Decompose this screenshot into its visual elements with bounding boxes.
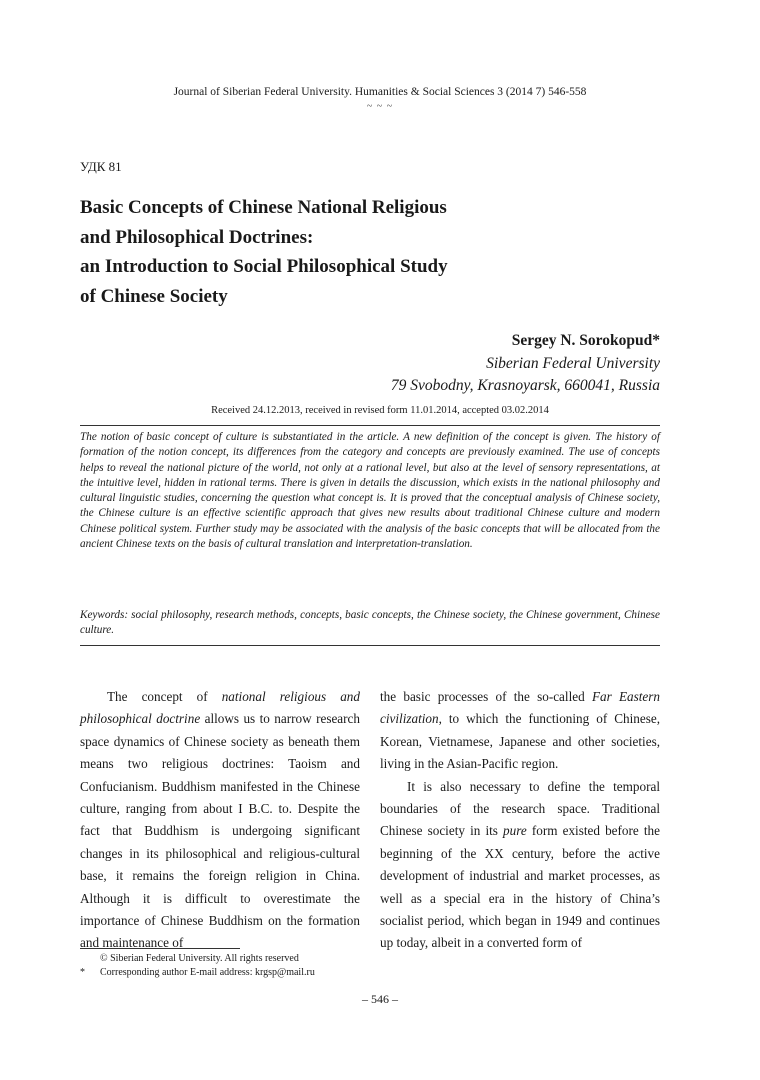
journal-header: Journal of Siberian Federal University. Humanities & Social Sciences 3 (2014 7) 546-558: [173, 86, 587, 98]
abstract-bottom-rule: [80, 645, 660, 646]
author-address: 79 Svobodny, Krasnoyarsk, 660041, Russia: [390, 377, 660, 394]
abstract: The notion of basic concept of culture is substantiated in the article. A new definition of the concept is given. The history of formation of the notion concept, its differences from the category and concepts are previously examined. The use of concepts helps to reveal the national picture of the world, not only at a rational level, but also at the level of sensory representations, at the intuitive level, hidden in rational terms. There is given in details the discussion, which exists in the national philosophy and cultural linguistic studies, concerning the question what concept is. It is proved that the conceptual analysis of Chinese society, the Chinese culture is an effective scientific approach that gives new results about traditional Chinese culture and modern Chinese political system. Further study may be associated with the analysis of the basic concepts that will be allocated from the ancient Chinese texts on the basis of cultural translation and interpretation-translation.: [80, 431, 660, 551]
keywords: Keywords: social philosophy, research methods, concepts, basic concepts, the Chinese society, the Chinese government, Chinese culture.: [80, 609, 660, 637]
paragraph: [80, 686, 360, 955]
title-line: Basic Concepts of Chinese National Religious: [80, 197, 447, 218]
text-run: The concept of: [107, 689, 222, 704]
author-affiliation: Siberian Federal University: [486, 354, 660, 372]
emphasis: Far Eastern civilization: [380, 689, 660, 727]
page-number: – 546 –: [362, 992, 398, 1006]
text-run: form existed before the beginning of the XX century, before the active development of industrial and market processes, as well as a special era in the history of China’s socialist period, which began in 1949 and continues up today, albeit in a converted form of: [380, 823, 660, 951]
article-title: [80, 193, 640, 311]
footnote-corresponding: [80, 967, 315, 978]
author-block: [391, 330, 660, 398]
footnote-copyright: © Siberian Federal University. All rights reserved: [100, 953, 299, 964]
title-line: of Chinese Society: [80, 285, 228, 307]
body-column-right: [380, 686, 660, 955]
text-run: It is also necessary to define the temporal boundaries of the research space. Traditional Chinese society in its: [380, 778, 660, 839]
body-column-left: [80, 686, 360, 955]
title-line: an Introduction to Social Philosophical Study: [80, 256, 448, 277]
footnote-rule: [80, 948, 240, 949]
paragraph: [380, 776, 660, 955]
abstract-top-rule: [80, 425, 660, 426]
text-run: the basic processes of the so-called: [380, 689, 592, 704]
received-dates: Received 24.12.2013, received in revised form 11.01.2014, accepted 03.02.2014: [211, 405, 549, 416]
text-run: , to which the functioning of Chinese, Korean, Vietnamese, Japanese and other societies, living in the Asian-Pacific region.: [380, 711, 660, 772]
author-name: Sergey N. Sorokopud*: [511, 332, 660, 349]
footnote-text: Corresponding author E-mail address: krgsp@mail.ru: [100, 967, 315, 978]
text-run: allows us to narrow research space dynamics of Chinese society as beneath them means two religious doctrines: Taoism and Confucianism. Buddhism manifested in the Chinese culture, ranging from about I B.C. to. Despite the fact that Buddhism is undergoing significant changes in its philosophical and religious-cultural base, it remains the foreign religion in China. Although it is difficult to overestimate the importance of Chinese Buddhism on the formation and maintenance of: [80, 711, 360, 951]
footnote-marker: *: [80, 967, 85, 978]
title-line: and Philosophical Doctrines:: [80, 226, 314, 248]
emphasis: pure: [503, 823, 527, 839]
header-separator: ~ ~ ~: [366, 101, 394, 112]
udk-code: УДК 81: [80, 159, 122, 174]
paragraph: [380, 686, 660, 776]
emphasis: national religious and philosophical doctrine: [80, 689, 360, 727]
